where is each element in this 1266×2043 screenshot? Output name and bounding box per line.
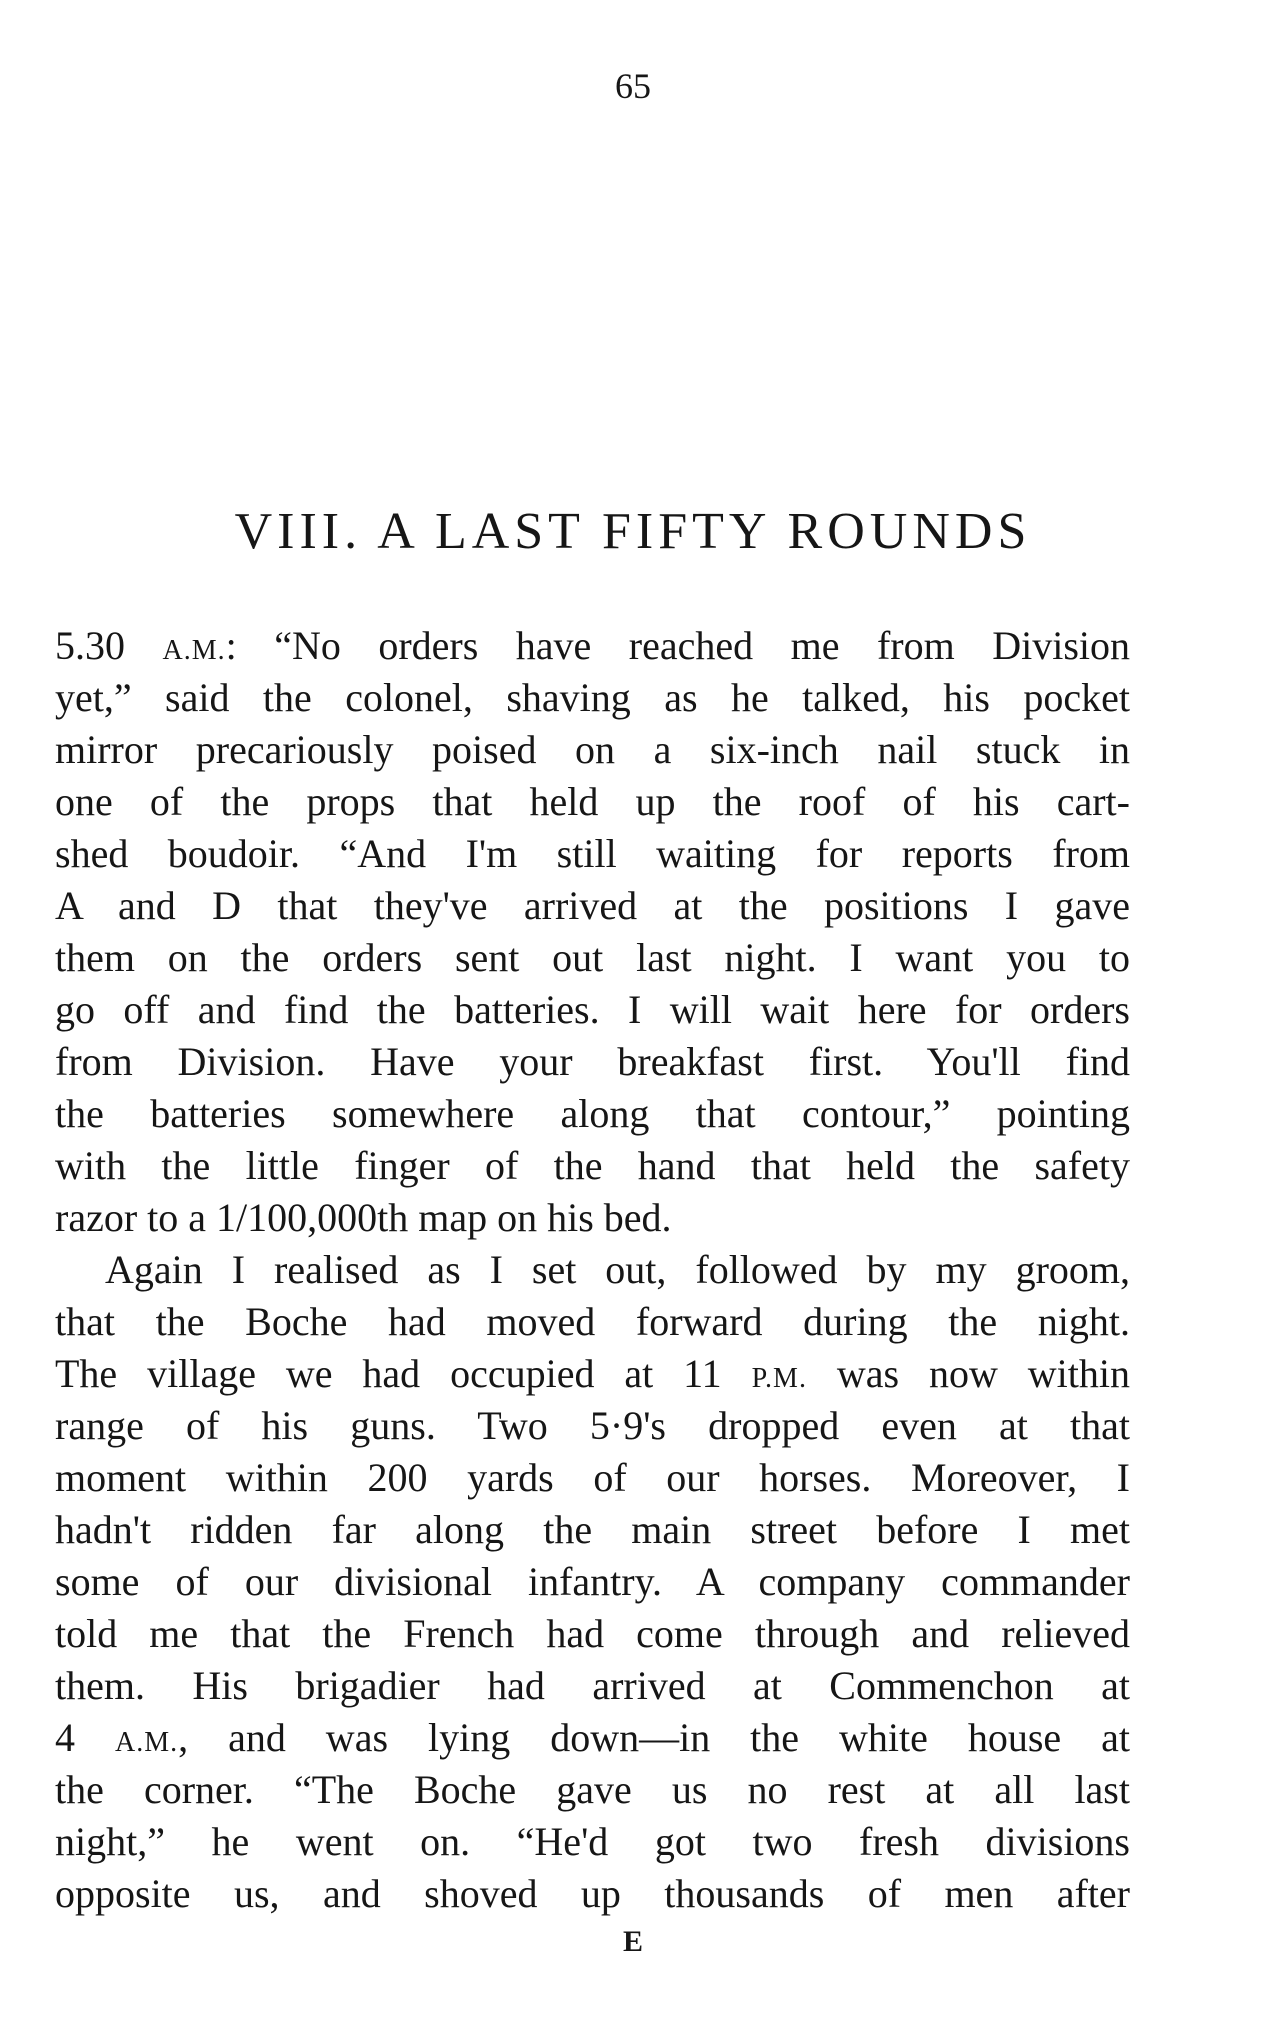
text-line-10: the batteries somewhere along that contour,” pointing [55, 1091, 1130, 1136]
text-line-5: shed boudoir. “And I'm still waiting for reports from [55, 831, 1130, 876]
text-line-19: some of our divisional infantry. A company commander [55, 1559, 1130, 1604]
text-line-11: with the little finger of the hand that held the safety [55, 1143, 1130, 1188]
text-line-17: moment within 200 yards of our horses. Moreover, I [55, 1455, 1130, 1500]
text-line-18: hadn't ridden far along the main street before I met [55, 1507, 1130, 1552]
text-line-15: The village we had occupied at 11 P.M. was now within [55, 1351, 1130, 1396]
text-line-6: A and D that they've arrived at the positions I gave [55, 883, 1130, 928]
signature-mark: E [622, 1925, 643, 1958]
text-line-23: the corner. “The Boche gave us no rest at all last [55, 1767, 1130, 1812]
text-line-21: them. His brigadier had arrived at Commenchon at [55, 1663, 1130, 1708]
text-line-14: that the Boche had moved forward during the night. [55, 1299, 1130, 1344]
text-line-16: range of his guns. Two 5·9's dropped even at that [55, 1403, 1130, 1448]
text-line-9: from Division. Have your breakfast first. You'll find [55, 1039, 1130, 1084]
text-line-25: opposite us, and shoved up thousands of men after [55, 1871, 1130, 1916]
text-line-3: mirror precariously poised on a six-inch nail stuck in [55, 727, 1130, 772]
text-line-1: 5.30 A.M.: “No orders have reached me from Division [55, 623, 1130, 668]
text-line-13: Again I realised as I set out, followed by my groom, [105, 1247, 1130, 1292]
text-line-24: night,” he went on. “He'd got two fresh divisions [55, 1819, 1130, 1864]
text-line-7: them on the orders sent out last night. I want you to [55, 935, 1130, 980]
text-line-8: go off and find the batteries. I will wait here for orders [55, 987, 1130, 1032]
chapter-title: VIII. A LAST FIFTY ROUNDS [234, 503, 1032, 560]
text-line-12: razor to a 1/100,000th map on his bed. [55, 1195, 672, 1240]
text-line-22: 4 A.M., and was lying down—in the white house at [55, 1715, 1130, 1760]
page-number: 65 [615, 66, 651, 106]
text-line-20: told me that the French had come through and relieved [55, 1611, 1130, 1656]
text-line-4: one of the props that held up the roof of his cart- [55, 779, 1130, 824]
body-text [55, 620, 1130, 1920]
text-line-2: yet,” said the colonel, shaving as he talked, his pocket [55, 675, 1130, 720]
